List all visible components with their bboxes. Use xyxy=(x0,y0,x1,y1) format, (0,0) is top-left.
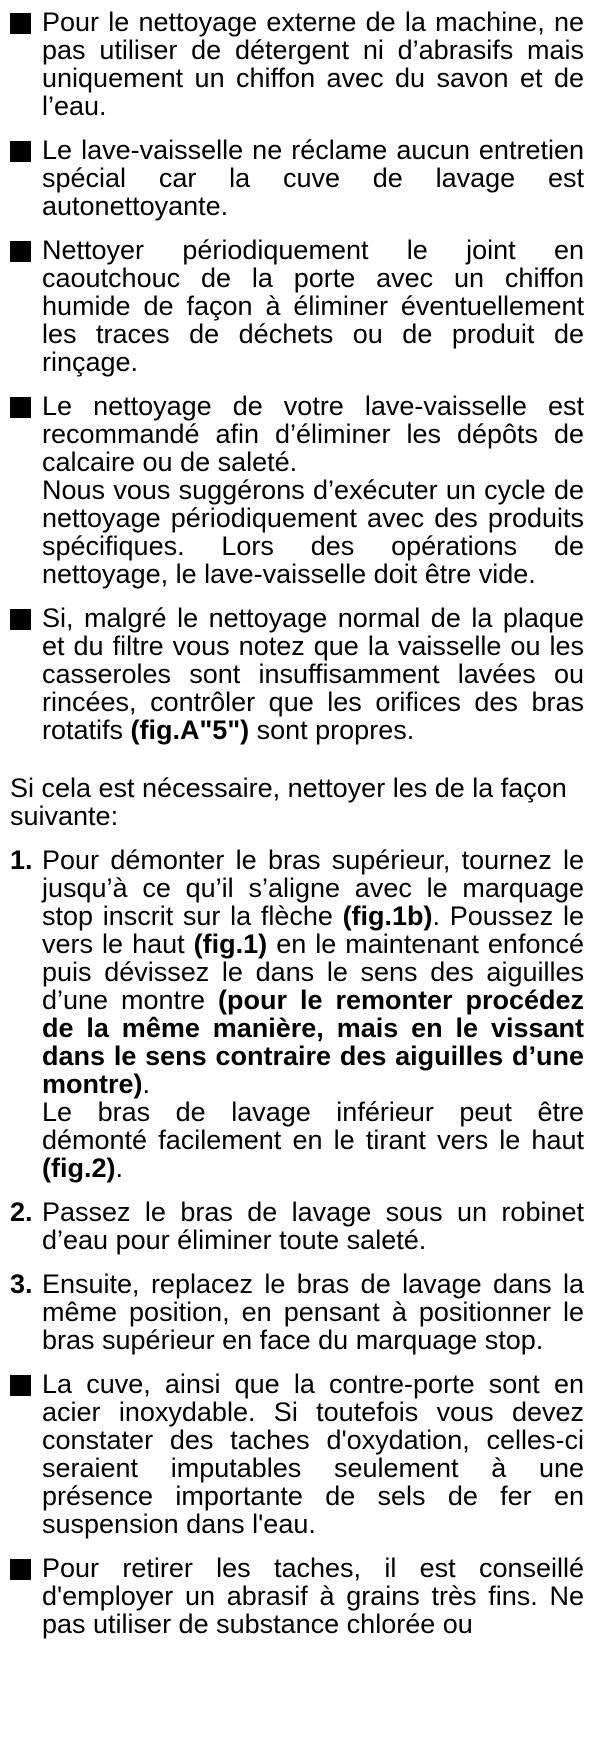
text-run: Pour démonter le bras supérieur, tournez le jusqu’à ce qu’il s’aligne avec le marquage stop inscrit sur la flèche xyxy=(42,845,584,931)
item-text xyxy=(42,8,584,120)
text-run: . Poussez le vers le haut xyxy=(42,901,584,959)
square-bullet-icon xyxy=(10,141,31,162)
bullet-square-icon xyxy=(10,8,42,34)
bullet-item xyxy=(10,136,584,220)
text-run: Le bras de lavage inférieur peut être démonté facilement en le tirant vers le haut xyxy=(42,1097,584,1155)
square-bullet-icon xyxy=(10,397,31,418)
maintenance-bullets xyxy=(10,8,584,744)
step-number-label: 1. xyxy=(10,845,33,875)
square-bullet-icon xyxy=(10,1375,31,1396)
bullet-item xyxy=(10,392,584,588)
figure-reference: (pour le remonter procédez de la même manière, mais en le vissant dans le sens contraire des aiguilles d’une montre) xyxy=(42,985,584,1099)
item-text xyxy=(42,846,584,1182)
step-item xyxy=(10,846,584,1182)
item-text xyxy=(42,1198,584,1254)
bullet-square-icon xyxy=(10,136,42,162)
bullet-square-icon xyxy=(10,236,42,262)
figure-reference: (fig.1) xyxy=(193,929,268,959)
item-text xyxy=(42,604,584,744)
square-bullet-icon xyxy=(10,609,31,630)
item-text xyxy=(42,1554,584,1638)
step-number xyxy=(10,1198,42,1226)
bullet-square-icon xyxy=(10,1554,42,1580)
text-run: Le lave-vaisselle ne réclame aucun entretien spécial car la cuve de lavage est autonettoyante. xyxy=(42,135,584,221)
item-text xyxy=(42,136,584,220)
text-run: Ensuite, replacez le bras de lavage dans la même position, en pensant à positionner le bras supérieur en face du marquage stop. xyxy=(42,1269,584,1355)
text-run: . xyxy=(115,1153,124,1183)
text-run: Le nettoyage de votre lave-vaisselle est recommandé afin d’éliminer les dépôts de calcaire ou de saleté. xyxy=(42,391,584,477)
item-text xyxy=(42,1370,584,1538)
step-item xyxy=(10,1198,584,1254)
text-run: La cuve, ainsi que la contre-porte sont en acier inoxydable. Si toutefois vous devez constater des taches d'oxydation, celles-ci seraient imputables seulement à une présence importante de sels de fer en suspension dans l'eau. xyxy=(42,1369,584,1539)
bullet-square-icon xyxy=(10,1370,42,1396)
step-number-label: 2. xyxy=(10,1197,33,1227)
figure-reference: (fig.2) xyxy=(42,1153,116,1183)
bullet-square-icon xyxy=(10,392,42,418)
intro-paragraph: Si cela est nécessaire, nettoyer les de la façon suivante: xyxy=(10,773,567,831)
text-run: Pour le nettoyage externe de la machine, ne pas utiliser de détergent ni d’abrasifs mais uniquement un chiffon avec du savon et de l’eau. xyxy=(42,7,584,121)
step-item xyxy=(10,1270,584,1354)
figure-reference: (fig.1b) xyxy=(342,901,433,931)
item-text xyxy=(42,392,584,588)
cleaning-steps xyxy=(10,846,584,1354)
text-run: Si, malgré le nettoyage normal de la plaque et du filtre vous notez que la vaisselle ou les casseroles sont insuffisamment lavées ou rincées, contrôler que les orifices des bras rotatifs xyxy=(42,603,584,745)
text-run: sont propres. xyxy=(249,715,415,745)
text-run: Passez le bras de lavage sous un robinet d’eau pour éliminer toute saleté. xyxy=(42,1197,584,1255)
step-number xyxy=(10,1270,42,1298)
figure-reference: (fig.A"5") xyxy=(130,715,250,745)
square-bullet-icon xyxy=(10,1559,31,1580)
step-number xyxy=(10,846,42,874)
stainless-bullets xyxy=(10,1370,584,1638)
text-run: . xyxy=(142,1069,151,1099)
step-number-label: 3. xyxy=(10,1269,33,1299)
bullet-item xyxy=(10,604,584,744)
text-run: Pour retirer les taches, il est conseillé d'employer un abrasif à grains très fins. Ne pas utiliser de substance chlorée ou xyxy=(42,1553,584,1639)
text-run: en le maintenant enfoncé puis dévissez le dans le sens des aiguilles d’une montre xyxy=(42,929,585,1015)
text-run: Nous vous suggérons d’exécuter un cycle de nettoyage périodiquement avec des produits spécifiques. Lors des opérations de nettoyage, le lave-vaisselle doit être vide. xyxy=(42,475,584,589)
bullet-item xyxy=(10,236,584,376)
item-text xyxy=(42,236,584,376)
bullet-item xyxy=(10,8,584,120)
item-text xyxy=(42,1270,584,1354)
text-run: Nettoyer périodiquement le joint en caoutchouc de la porte avec un chiffon humide de façon à éliminer éventuellement les traces de déchets ou de produit de rinçage. xyxy=(42,235,584,377)
bullet-item xyxy=(10,1554,584,1638)
square-bullet-icon xyxy=(10,241,31,262)
bullet-item xyxy=(10,1370,584,1538)
square-bullet-icon xyxy=(10,13,31,34)
bullet-square-icon xyxy=(10,604,42,630)
